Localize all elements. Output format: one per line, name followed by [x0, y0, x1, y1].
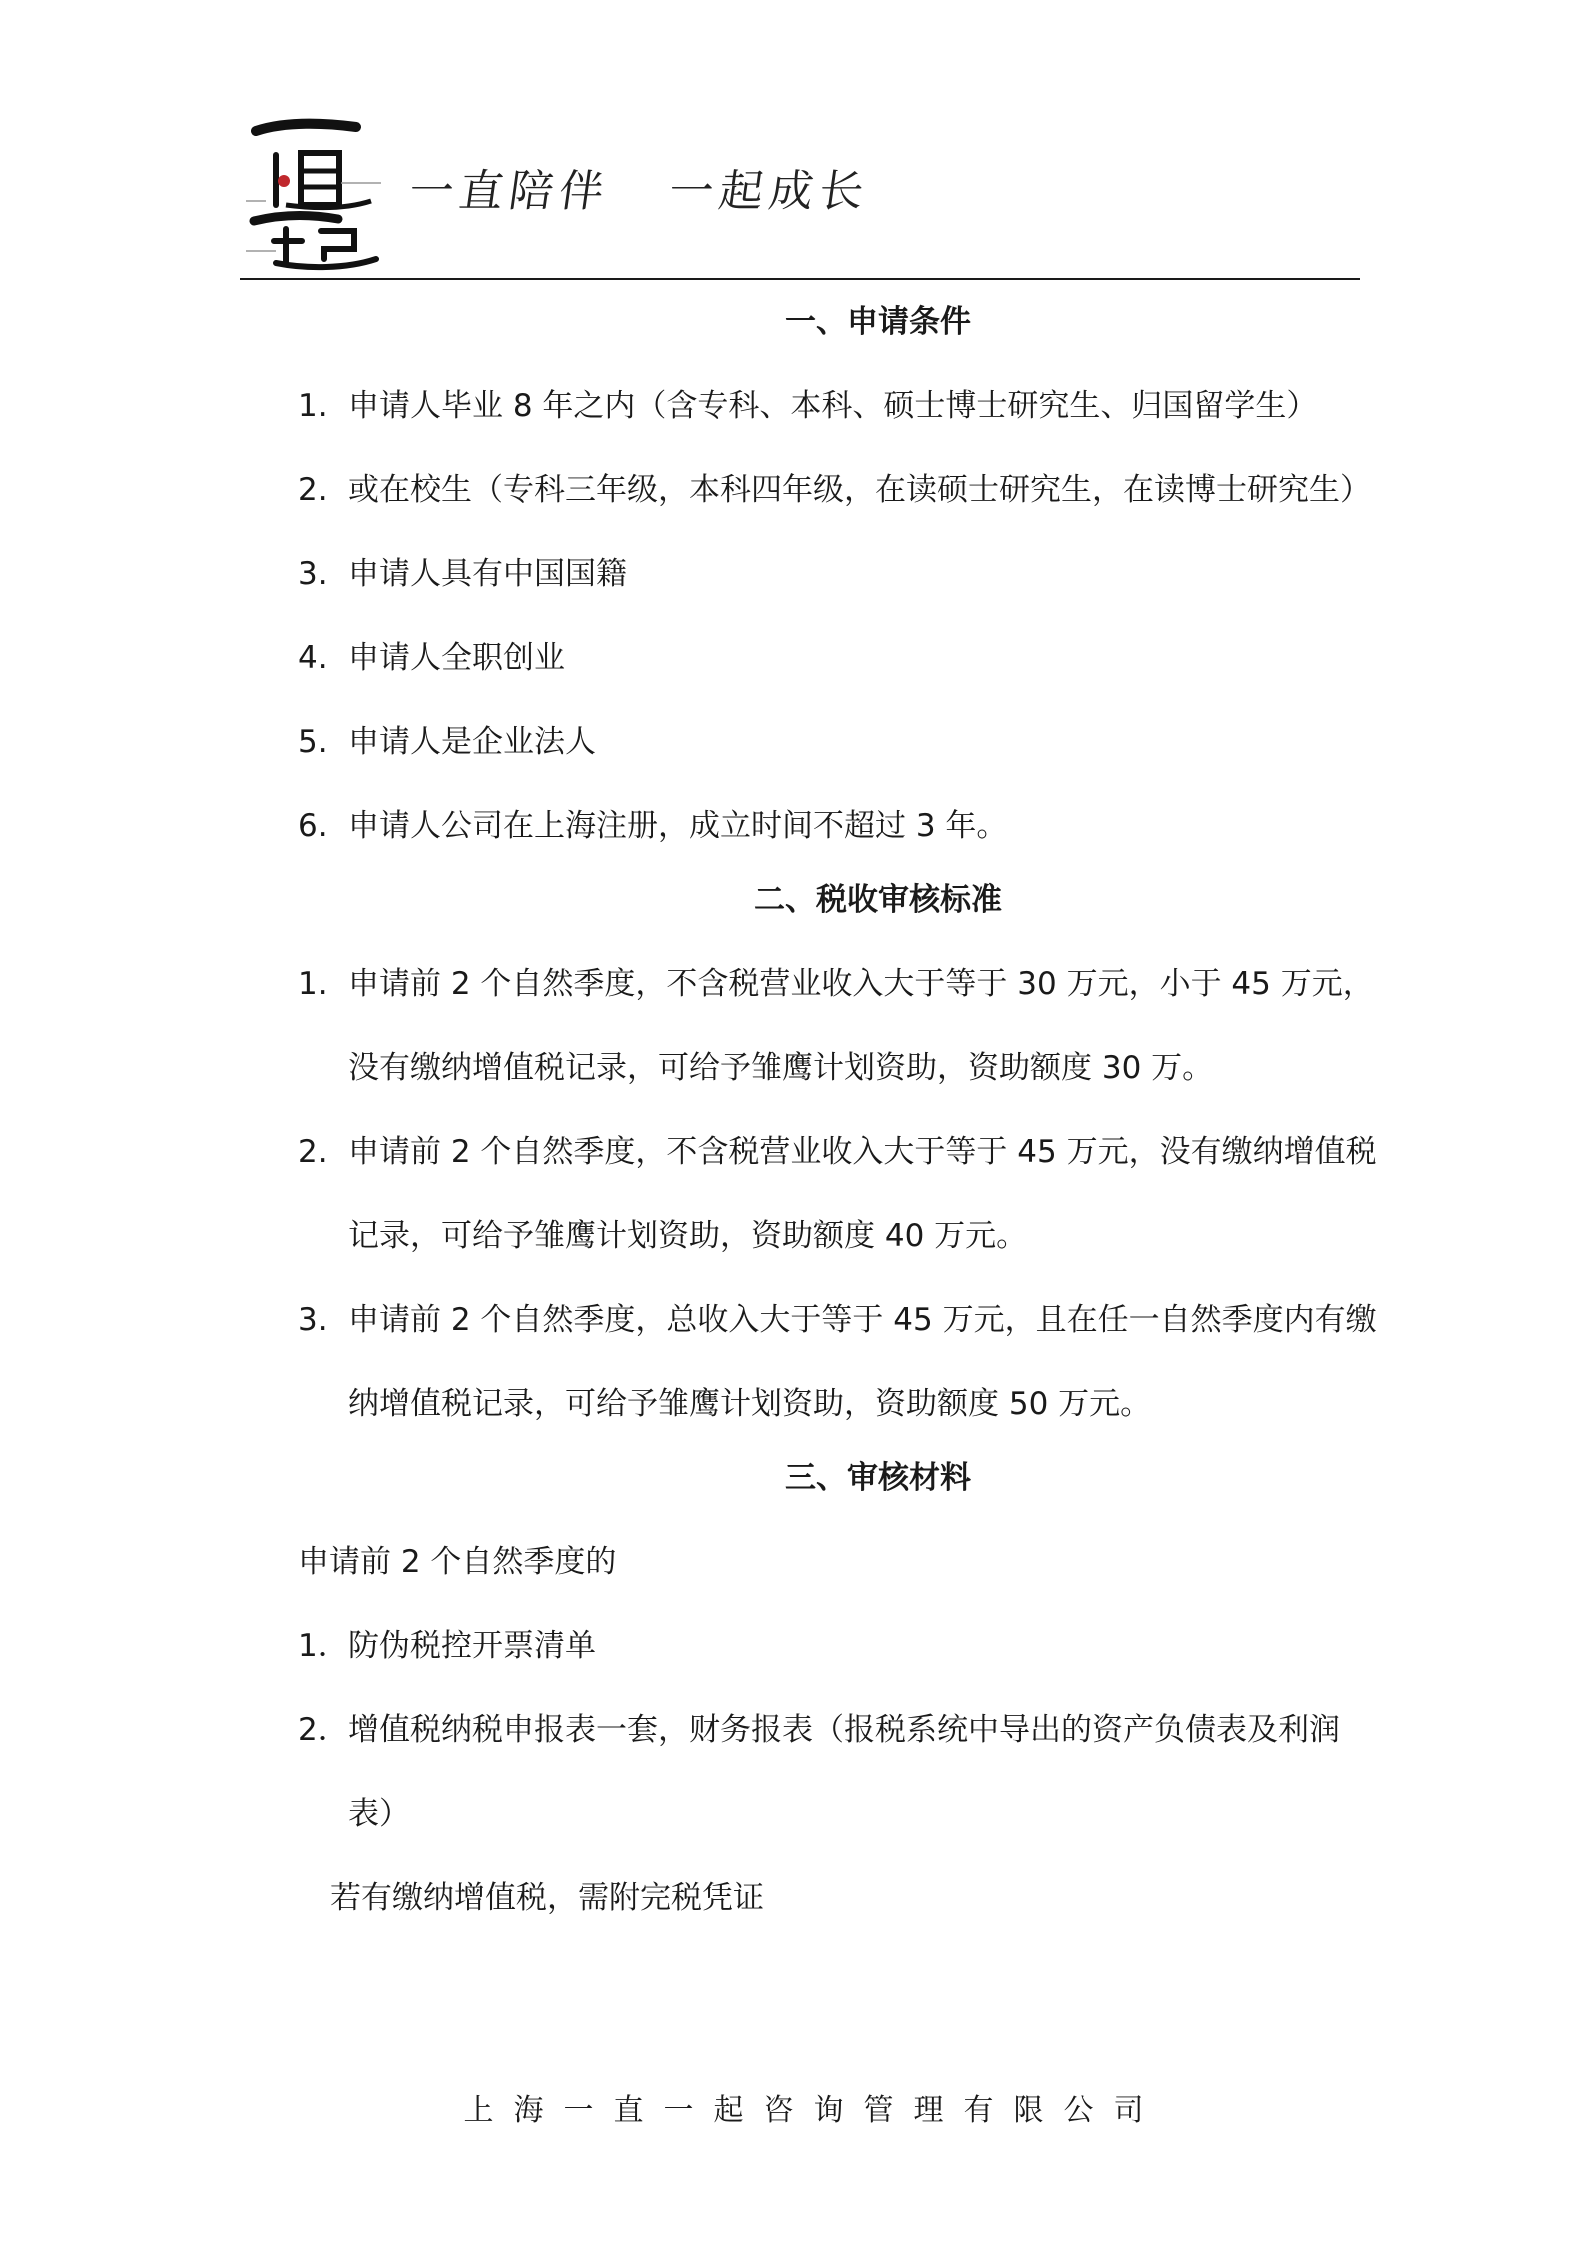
page-header — [240, 105, 1360, 280]
company-footer: 上海一直一起咨询管理有限公司 — [463, 2093, 1164, 2128]
list-item — [298, 1604, 1378, 1688]
item-number: 2. — [298, 472, 328, 508]
section-note: 若有缴纳增值税，需附完税凭证 — [330, 1880, 764, 1916]
item-number: 1. — [298, 966, 328, 1002]
section-intro: 申请前 2 个自然季度的 — [298, 1544, 617, 1580]
item-text: 申请前 2 个自然季度，不含税营业收入大于等于 30 万元，小于 45 万元，没有缴纳增值税记录，可给予雏鹰计划资助，资助额度 30 万。 — [348, 966, 1374, 1086]
item-text: 申请人全职创业 — [348, 640, 565, 676]
header-divider — [240, 278, 1360, 280]
list-item — [298, 1278, 1378, 1446]
item-text: 申请前 2 个自然季度，总收入大于等于 45 万元，且在任一自然季度内有缴纳增值税记录，可给予雏鹰计划资助，资助额度 50 万元。 — [348, 1302, 1377, 1422]
item-number: 4. — [298, 640, 328, 676]
item-number: 2. — [298, 1134, 328, 1170]
list-item — [298, 616, 1378, 700]
item-text: 防伪税控开票清单 — [348, 1628, 596, 1664]
item-number: 1． — [298, 1628, 349, 1664]
item-number: 5. — [298, 724, 328, 760]
item-text: 申请人是企业法人 — [348, 724, 596, 760]
list-item — [298, 784, 1378, 868]
section-title: 三、审核材料 — [785, 1460, 971, 1496]
item-text: 或在校生（专科三年级，本科四年级，在读硕士研究生，在读博士研究生） — [348, 472, 1371, 508]
item-text: 申请前 2 个自然季度，不含税营业收入大于等于 45 万元，没有缴纳增值税记录，可给予雏鹰计划资助，资助额度 40 万元。 — [348, 1134, 1377, 1254]
document-body — [298, 290, 1378, 1940]
list-item — [298, 448, 1378, 532]
item-number: 1. — [298, 388, 328, 424]
list-item — [298, 700, 1378, 784]
list-item — [298, 1110, 1378, 1278]
item-text: 申请人具有中国国籍 — [348, 556, 627, 592]
item-number: 3. — [298, 1302, 328, 1338]
list-item — [298, 532, 1378, 616]
list-item — [298, 364, 1378, 448]
company-logo — [246, 113, 386, 273]
item-text: 申请人公司在上海注册，成立时间不超过 3 年。 — [348, 808, 1008, 844]
item-text: 增值税纳税申报表一套，财务报表（报税系统中导出的资产负债表及利润表） — [348, 1712, 1340, 1832]
item-number: 2． — [298, 1712, 349, 1748]
list-item — [298, 1688, 1378, 1856]
list-item — [298, 942, 1378, 1110]
item-number: 3. — [298, 556, 328, 592]
section-title: 二、税收审核标准 — [754, 882, 1002, 918]
item-number: 6. — [298, 808, 328, 844]
item-text: 申请人毕业 8 年之内（含专科、本科、硕士博士研究生、归国留学生） — [348, 388, 1318, 424]
section-title: 一、申请条件 — [785, 304, 971, 340]
slogan: 一直陪伴 一起成长 — [405, 166, 873, 217]
